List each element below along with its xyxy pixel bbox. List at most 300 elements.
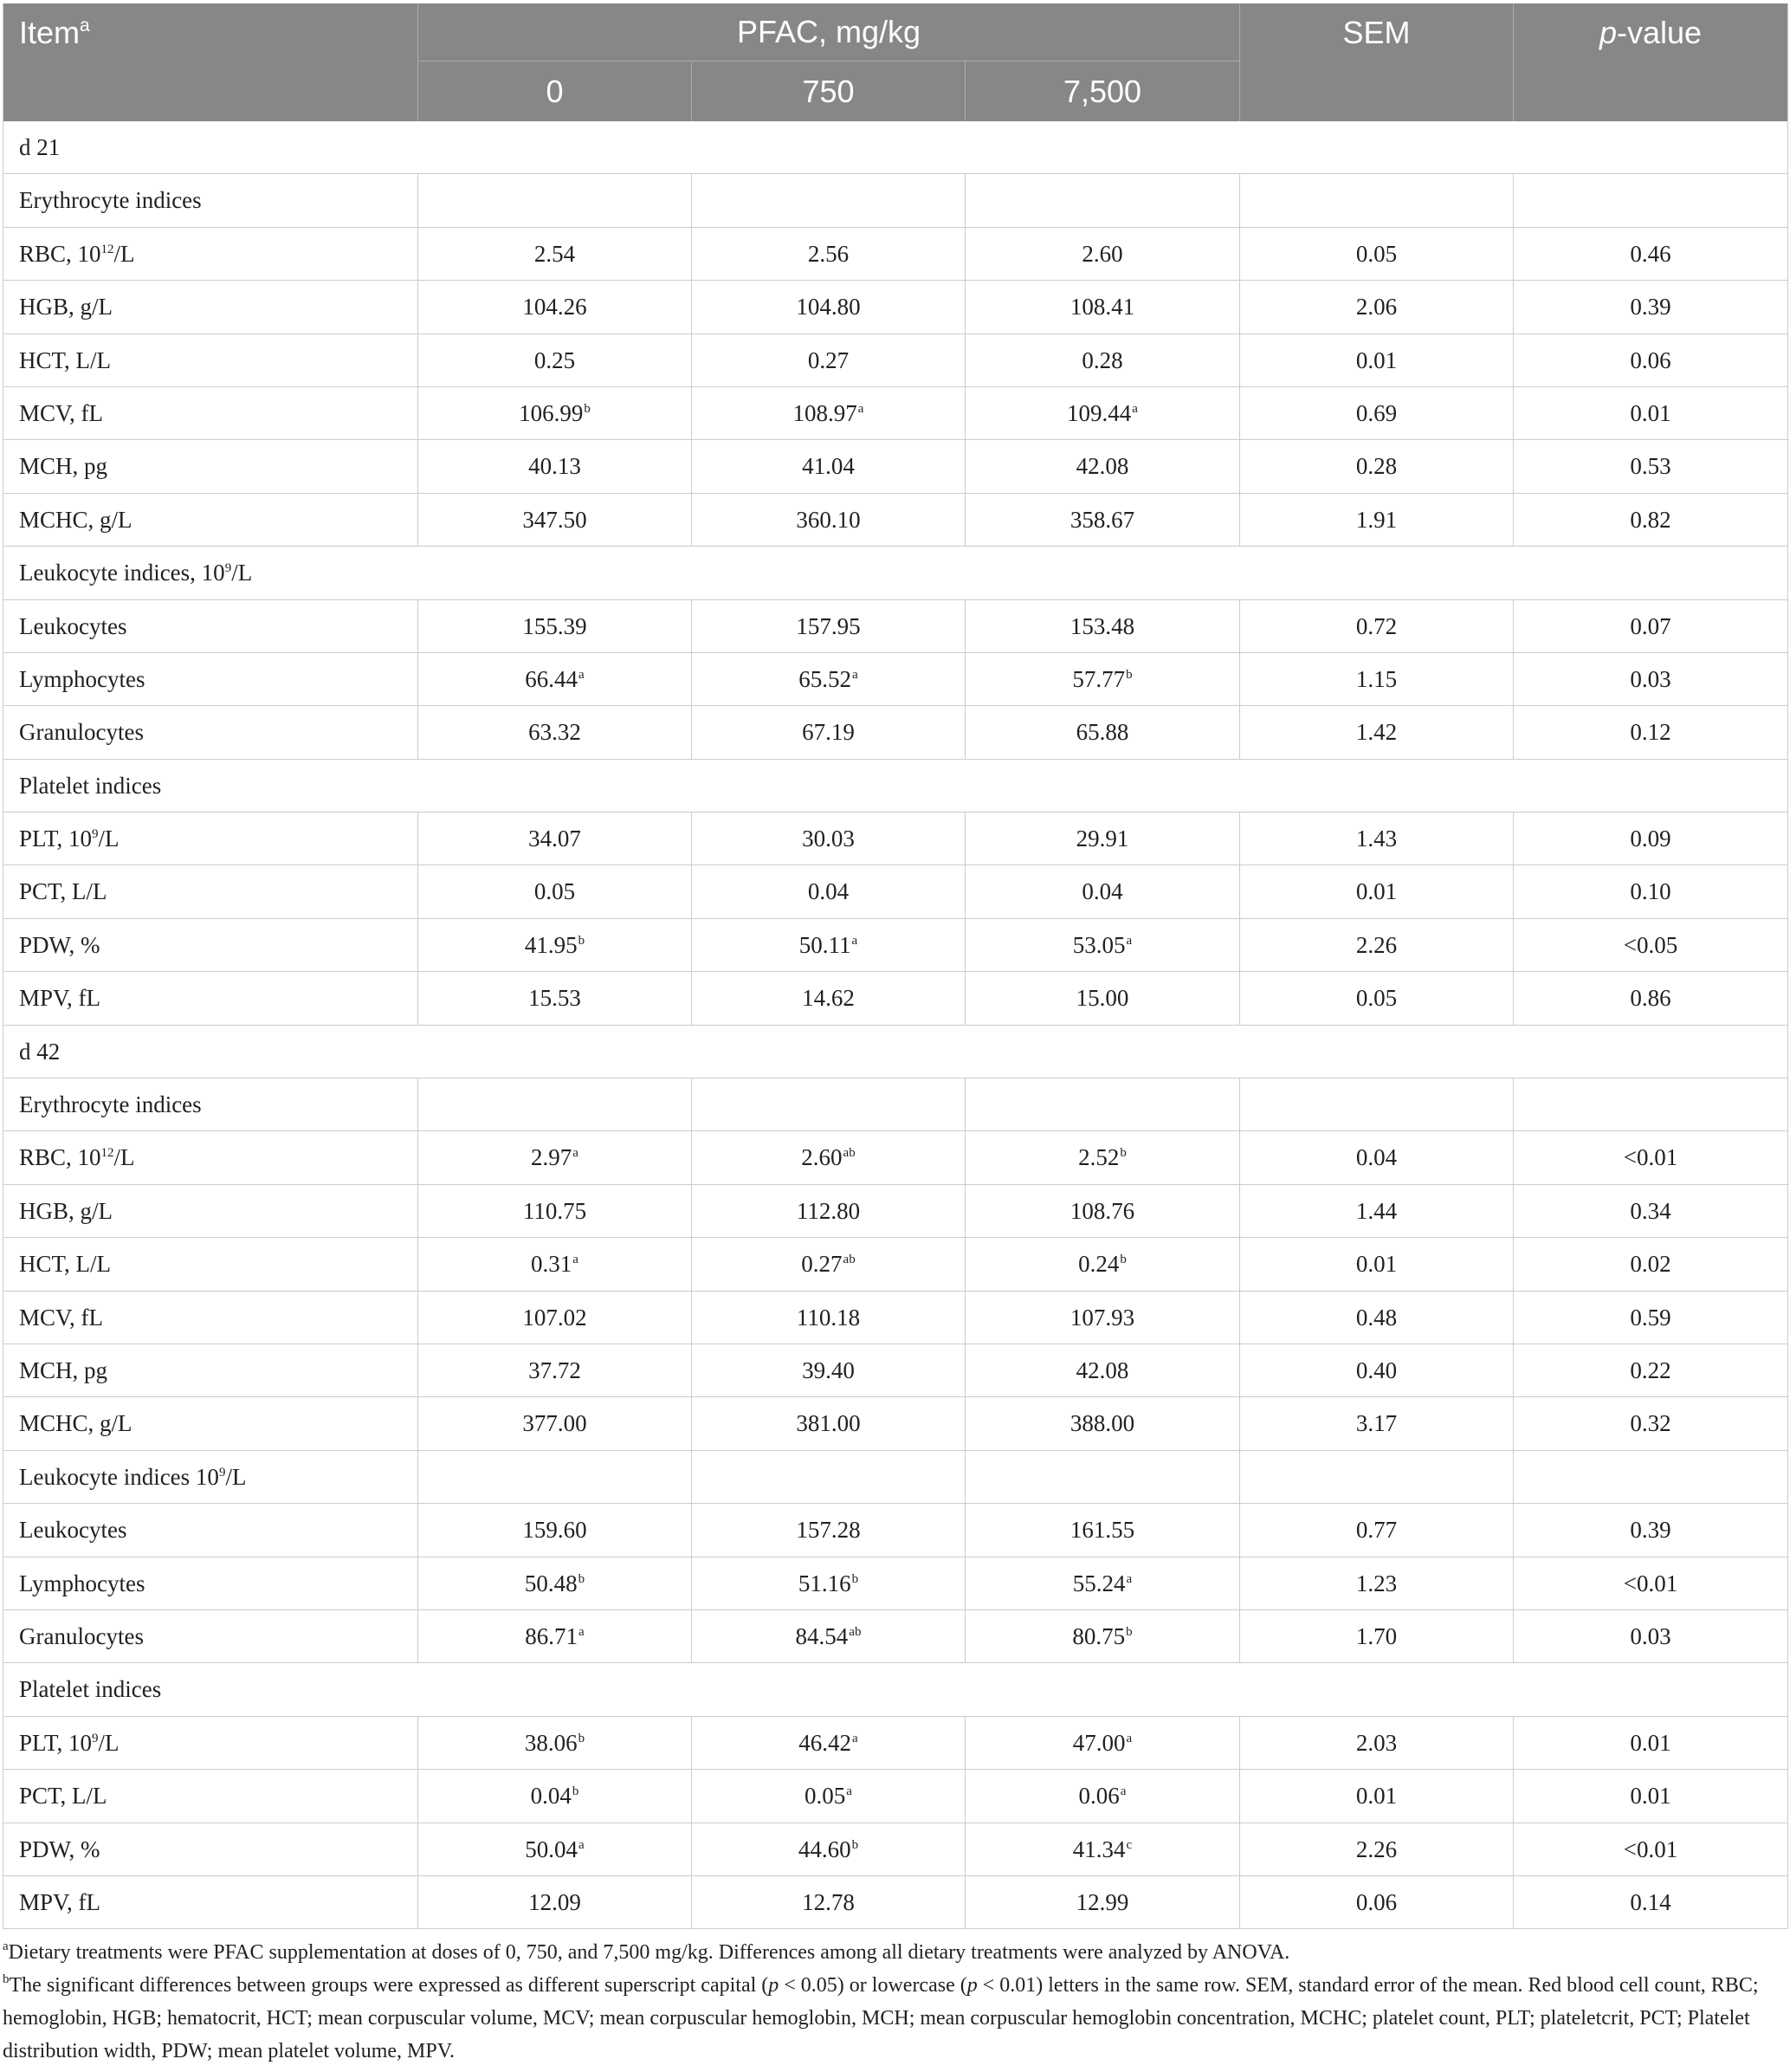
label-text: Platelet indices: [19, 772, 162, 799]
mean-value: 86.71: [525, 1622, 578, 1649]
mean-value: 47.00: [1072, 1729, 1126, 1756]
label-unit: /L: [98, 1729, 120, 1756]
pfac-7500-cell: [966, 494, 1240, 546]
p-value-cell: 0.12: [1630, 719, 1671, 746]
pfac-750-cell: [692, 813, 966, 864]
significance-letter: a: [1132, 401, 1138, 416]
label-text: HCT, L/L: [19, 1251, 111, 1278]
pfac-0-cell: [418, 1397, 692, 1449]
unit-exponent: 12: [100, 1146, 114, 1161]
empty-cell: [1514, 1451, 1787, 1503]
table-row: [3, 919, 1787, 972]
mean-value: 40.13: [528, 453, 581, 480]
mean-value: 108.76: [1069, 1197, 1135, 1224]
sem-cell: 0.01: [1240, 1238, 1514, 1290]
sem-cell: 0.01: [1240, 334, 1514, 386]
mean-value: 51.16: [798, 1570, 851, 1596]
mean-value: 0.05: [805, 1783, 846, 1810]
significance-letter: a: [572, 1146, 578, 1161]
label-unit: /L: [98, 826, 120, 852]
label-text: MPV, fL: [19, 985, 101, 1012]
item-cell: [3, 1238, 418, 1290]
label-text: Platelet indices: [19, 1676, 162, 1703]
table-row: [3, 1557, 1787, 1610]
mean-value: 161.55: [1069, 1517, 1135, 1544]
mean-value: 107.93: [1069, 1304, 1135, 1331]
p-value-cell: <0.01: [1623, 1144, 1678, 1171]
mean-value: 108.97: [792, 399, 857, 426]
pfac-7500-cell: [966, 600, 1240, 652]
pfac-7500-cell: [966, 334, 1240, 386]
group-label: [3, 1078, 418, 1130]
table-row: [3, 1504, 1787, 1557]
label-text: Erythrocyte indices: [19, 1091, 202, 1118]
footnote-mark: b: [3, 1972, 10, 1986]
significance-letter: a: [1126, 933, 1133, 948]
empty-cell: [692, 1451, 966, 1503]
sem-cell: 1.23: [1240, 1557, 1514, 1609]
mean-value: 157.95: [796, 612, 861, 639]
label-text: MCHC, g/L: [19, 1410, 132, 1437]
mean-value: 57.77: [1072, 665, 1126, 692]
mean-value: 46.42: [798, 1729, 852, 1756]
mean-value: 42.08: [1076, 1357, 1129, 1383]
empty-cell: [692, 174, 966, 226]
significance-letter: a: [1126, 1731, 1133, 1745]
label-text: MPV, fL: [19, 1888, 101, 1915]
pfac-750-cell: [692, 1292, 966, 1344]
table-row: [3, 1397, 1787, 1450]
p-value-cell: 0.86: [1630, 985, 1671, 1012]
significance-letter: b: [851, 1837, 859, 1852]
label-text: RBC, 10: [19, 240, 101, 267]
dose-750-header: 750: [692, 62, 966, 121]
label-text: MCV, fL: [19, 1304, 104, 1331]
mean-value: 0.06: [1078, 1783, 1120, 1810]
mean-value: 67.19: [802, 719, 855, 746]
p-value-cell: 0.10: [1630, 878, 1671, 905]
sem-cell: 0.01: [1240, 865, 1514, 917]
footnote-ref-a: a: [80, 16, 90, 36]
pfac-0-cell: [418, 1557, 692, 1609]
label-unit: /L: [113, 1144, 135, 1171]
item-cell: [3, 1823, 418, 1875]
italic-p-symbol: p: [1599, 15, 1617, 50]
pfac-750-cell: [692, 440, 966, 492]
p-value-cell: 0.53: [1630, 453, 1671, 480]
label-text: Leukocytes: [19, 1517, 127, 1544]
p-value-cell: <0.01: [1623, 1836, 1678, 1862]
label-text: Granulocytes: [19, 1622, 144, 1649]
sem-cell: 0.72: [1240, 600, 1514, 652]
item-cell: [3, 1610, 418, 1662]
label-text: MCH, pg: [19, 1357, 108, 1383]
significance-letter: a: [578, 1837, 585, 1852]
pfac-750-cell: [692, 1185, 966, 1237]
p-value-cell: 0.82: [1630, 506, 1671, 533]
p-value-cell: 0.03: [1630, 665, 1671, 692]
sem-cell: 0.69: [1240, 387, 1514, 439]
label-text: MCV, fL: [19, 399, 104, 426]
mean-value: 0.27: [801, 1251, 843, 1278]
mean-value: 50.11: [798, 931, 851, 958]
pfac-0-cell: [418, 706, 692, 758]
table-row: [3, 1131, 1787, 1184]
table-row: [3, 865, 1787, 918]
pfac-7500-cell: [966, 1185, 1240, 1237]
significance-letter: a: [846, 1784, 852, 1799]
p-value-cell: 0.03: [1630, 1622, 1671, 1649]
item-cell: [3, 1557, 418, 1609]
pfac-dose-group-header: PFAC, mg/kg: [418, 3, 1240, 62]
table-row: [3, 1292, 1787, 1344]
pfac-750-cell: [692, 865, 966, 917]
item-cell: [3, 228, 418, 280]
pfac-750-cell: [692, 494, 966, 546]
footnote-b: [3, 1969, 1788, 2068]
sem-cell: 0.01: [1240, 1770, 1514, 1822]
table-row: [3, 706, 1787, 759]
mean-value: 107.02: [522, 1304, 587, 1331]
pfac-7500-cell: [966, 972, 1240, 1024]
mean-value: 155.39: [522, 612, 587, 639]
p-value-cell: 0.07: [1630, 612, 1671, 639]
footnote-text: < 0.01) letters in the same row. SEM, standard error of the mean. Red blood cell count, RBC; hemoglobin, HGB; hematocrit, HCT; mean corpuscular volume, MCV; mean corpuscular hemoglobin, MCH; mean corpuscular hemoglobin concentration, MCHC; platelet count, PLT; plateletcrit, PCT; Platelet distribution width, PDW; mean platelet volume, MPV.: [3, 1974, 1759, 2062]
significance-letter: b: [1120, 1146, 1127, 1161]
mean-value: 360.10: [796, 506, 861, 533]
mean-value: 108.41: [1069, 294, 1135, 321]
label-text: PLT, 10: [19, 1729, 93, 1756]
significance-letter: b: [572, 1784, 579, 1799]
label-text: PDW, %: [19, 1836, 100, 1862]
mean-value: 388.00: [1069, 1410, 1135, 1437]
p-value-cell: <0.05: [1623, 931, 1678, 958]
p-value-cell: 0.32: [1630, 1410, 1671, 1437]
pfac-7500-cell: [966, 281, 1240, 333]
significance-letter: ab: [843, 1146, 856, 1161]
mean-value: 109.44: [1067, 399, 1132, 426]
mean-value: 157.28: [796, 1517, 861, 1544]
label-text: Granulocytes: [19, 719, 144, 746]
mean-value: 63.32: [528, 719, 581, 746]
item-cell: [3, 1185, 418, 1237]
group-label: [3, 174, 418, 226]
label-text: Lymphocytes: [19, 665, 145, 692]
empty-cell: [1240, 174, 1514, 226]
item-cell: [3, 387, 418, 439]
footnote-text: The significant differences between groups were expressed as different superscript capital (: [9, 1974, 769, 1997]
pfac-750-cell: [692, 1238, 966, 1290]
pfac-7500-cell: [966, 1344, 1240, 1396]
mean-value: 159.60: [522, 1517, 587, 1544]
empty-cell: [1514, 174, 1787, 226]
mean-value: 106.99: [519, 399, 584, 426]
pfac-750-cell: [692, 1344, 966, 1396]
mean-value: 39.40: [802, 1357, 855, 1383]
pfac-750-cell: [692, 706, 966, 758]
group-label: [3, 1663, 1787, 1715]
pfac-7500-cell: [966, 1292, 1240, 1344]
pfac-750-cell: [692, 600, 966, 652]
table-row: [3, 1185, 1787, 1238]
label-text: Leukocyte indices 10: [19, 1463, 219, 1490]
pfac-7500-cell: [966, 1557, 1240, 1609]
significance-letter: a: [857, 401, 864, 416]
label-text: PCT, L/L: [19, 878, 107, 905]
label-text: Leukocyte indices, 10: [19, 560, 225, 586]
pfac-7500-cell: [966, 813, 1240, 864]
sem-cell: 1.91: [1240, 494, 1514, 546]
empty-cell: [966, 1078, 1240, 1130]
unit-exponent: 9: [218, 1465, 226, 1480]
pfac-7500-cell: [966, 440, 1240, 492]
item-cell: [3, 1504, 418, 1556]
p-value-cell: 0.14: [1630, 1888, 1671, 1915]
sem-cell: 0.05: [1240, 228, 1514, 280]
pfac-0-cell: [418, 1504, 692, 1556]
p-value-column-header: [1514, 3, 1787, 121]
italic-p-symbol: p: [768, 1974, 779, 1997]
significance-letter: a: [851, 933, 858, 948]
italic-p-symbol: p: [966, 1974, 978, 1997]
mean-value: 2.60: [1082, 240, 1123, 267]
item-cell: [3, 494, 418, 546]
p-value-cell: 0.59: [1630, 1304, 1671, 1331]
pfac-750-cell: [692, 1397, 966, 1449]
pfac-0-cell: [418, 1770, 692, 1822]
p-value-cell: 0.09: [1630, 826, 1671, 852]
table-row: [3, 228, 1787, 281]
sem-cell: 0.05: [1240, 972, 1514, 1024]
group-header-row: [3, 1451, 1787, 1504]
table-row: [3, 1610, 1787, 1663]
empty-cell: [692, 1078, 966, 1130]
pfac-750-cell: [692, 1131, 966, 1183]
significance-letter: a: [852, 667, 858, 682]
label-text: MCH, pg: [19, 453, 108, 480]
section-label: d 42: [19, 1038, 61, 1065]
item-cell: [3, 653, 418, 705]
item-cell: [3, 865, 418, 917]
table-row: [3, 1344, 1787, 1397]
mean-value: 55.24: [1072, 1570, 1126, 1596]
pfac-7500-cell: [966, 1131, 1240, 1183]
mean-value: 29.91: [1076, 826, 1129, 852]
item-header-text: Item: [19, 15, 81, 50]
label-unit: /L: [113, 240, 135, 267]
label-text: RBC, 10: [19, 1144, 101, 1171]
pfac-0-cell: [418, 972, 692, 1024]
pfac-0-cell: [418, 440, 692, 492]
pfac-0-cell: [418, 653, 692, 705]
significance-letter: b: [1126, 1624, 1133, 1639]
pfac-7500-cell: [966, 1717, 1240, 1769]
footnote-a: [3, 1936, 1788, 1969]
table-row: [3, 334, 1787, 387]
significance-letter: b: [578, 1571, 585, 1586]
table-row: [3, 653, 1787, 706]
table-row: [3, 387, 1787, 440]
sem-cell: 1.70: [1240, 1610, 1514, 1662]
p-value-cell: 0.01: [1630, 1729, 1671, 1756]
p-value-cell: 0.01: [1630, 399, 1671, 426]
mean-value: 0.04: [1082, 878, 1123, 905]
pfac-7500-cell: [966, 1876, 1240, 1928]
sem-cell: 1.43: [1240, 813, 1514, 864]
item-cell: [3, 1131, 418, 1183]
empty-cell: [966, 1451, 1240, 1503]
p-value-cell: 0.01: [1630, 1783, 1671, 1810]
mean-value: 65.88: [1076, 719, 1129, 746]
mean-value: 0.05: [533, 878, 576, 905]
mean-value: 50.48: [524, 1570, 578, 1596]
table-row: [3, 1238, 1787, 1291]
mean-value: 0.04: [807, 878, 850, 905]
table-row: [3, 1717, 1787, 1770]
pfac-0-cell: [418, 334, 692, 386]
sem-cell: 1.42: [1240, 706, 1514, 758]
pfac-750-cell: [692, 972, 966, 1024]
group-header-row: [3, 174, 1787, 227]
mean-value: 2.56: [807, 240, 850, 267]
label-text: Leukocytes: [19, 612, 127, 639]
pfac-7500-cell: [966, 706, 1240, 758]
table-row: [3, 1876, 1787, 1929]
pfac-0-cell: [418, 1238, 692, 1290]
pfac-0-cell: [418, 387, 692, 439]
p-value-cell: 0.39: [1630, 1517, 1671, 1544]
mean-value: 0.31: [531, 1251, 572, 1278]
mean-value: 41.04: [802, 453, 855, 480]
group-label: [3, 1451, 418, 1503]
pfac-750-cell: [692, 653, 966, 705]
mean-value: 0.28: [1082, 346, 1123, 373]
mean-value: 12.78: [802, 1888, 855, 1915]
mean-value: 104.80: [796, 294, 861, 321]
mean-value: 0.24: [1078, 1251, 1120, 1278]
pfac-750-cell: [692, 1823, 966, 1875]
significance-letter: b: [584, 401, 591, 416]
p-value-cell: 0.46: [1630, 240, 1671, 267]
pfac-0-cell: [418, 1823, 692, 1875]
mean-value: 2.60: [801, 1144, 843, 1171]
p-value-header-text: -value: [1616, 15, 1703, 50]
item-cell: [3, 1876, 418, 1928]
mean-value: 42.08: [1076, 453, 1129, 480]
mean-value: 80.75: [1072, 1622, 1126, 1649]
mean-value: 12.09: [528, 1888, 581, 1915]
unit-exponent: 9: [224, 561, 232, 576]
table-body: [3, 121, 1787, 1929]
sem-cell: 0.77: [1240, 1504, 1514, 1556]
pfac-750-cell: [692, 1770, 966, 1822]
mean-value: 110.75: [522, 1197, 587, 1224]
p-value-cell: <0.01: [1623, 1570, 1678, 1596]
unit-exponent: 9: [92, 1731, 99, 1745]
empty-cell: [1240, 1451, 1514, 1503]
pfac-7500-cell: [966, 1610, 1240, 1662]
label-text: PLT, 10: [19, 826, 93, 852]
table-row: [3, 813, 1787, 865]
item-cell: [3, 1717, 418, 1769]
empty-cell: [418, 174, 692, 226]
pfac-0-cell: [418, 865, 692, 917]
sem-cell: 3.17: [1240, 1397, 1514, 1449]
pfac-750-cell: [692, 387, 966, 439]
significance-letter: a: [1120, 1784, 1127, 1799]
significance-letter: b: [1120, 1253, 1127, 1267]
item-cell: [3, 919, 418, 971]
mean-value: 2.52: [1078, 1144, 1120, 1171]
pfac-0-cell: [418, 1610, 692, 1662]
mean-value: 104.26: [522, 294, 587, 321]
unit-exponent: 12: [100, 242, 114, 256]
pfac-750-cell: [692, 1876, 966, 1928]
sem-cell: 1.44: [1240, 1185, 1514, 1237]
mean-value: 84.54: [795, 1622, 849, 1649]
item-cell: [3, 1770, 418, 1822]
sem-cell: 1.15: [1240, 653, 1514, 705]
significance-letter: a: [1126, 1571, 1133, 1586]
pfac-7500-cell: [966, 1397, 1240, 1449]
item-cell: [3, 1292, 418, 1344]
mean-value: 381.00: [796, 1410, 861, 1437]
group-header-row: [3, 547, 1787, 599]
pfac-7500-cell: [966, 1238, 1240, 1290]
hematology-table: [3, 3, 1788, 1929]
label-text: MCHC, g/L: [19, 506, 132, 533]
empty-cell: [1240, 1078, 1514, 1130]
significance-letter: ab: [843, 1253, 856, 1267]
label-text: HCT, L/L: [19, 346, 111, 373]
pfac-0-cell: [418, 1185, 692, 1237]
label-text: PCT, L/L: [19, 1783, 107, 1810]
label-text: HGB, g/L: [19, 294, 113, 321]
table-row: [3, 1770, 1787, 1823]
significance-letter: b: [851, 1571, 859, 1586]
table-row: [3, 440, 1787, 493]
sem-cell: 0.28: [1240, 440, 1514, 492]
mean-value: 0.04: [530, 1783, 572, 1810]
p-value-cell: 0.22: [1630, 1357, 1671, 1383]
group-label: [3, 547, 1787, 599]
footnote-text: Dietary treatments were PFAC supplementation at doses of 0, 750, and 7,500 mg/kg. Differences among all dietary treatments were analyzed by ANOVA.: [8, 1941, 1290, 1964]
mean-value: 0.27: [807, 346, 850, 373]
mean-value: 65.52: [798, 665, 852, 692]
pfac-0-cell: [418, 1292, 692, 1344]
table-row: [3, 494, 1787, 547]
mean-value: 2.54: [533, 240, 576, 267]
footnote-text: < 0.05) or lowercase (: [779, 1974, 967, 1997]
item-cell: [3, 972, 418, 1024]
pfac-750-cell: [692, 1610, 966, 1662]
significance-letter: a: [578, 667, 585, 682]
empty-cell: [1514, 1078, 1787, 1130]
pfac-750-cell: [692, 1504, 966, 1556]
section-row: [3, 1026, 1787, 1078]
mean-value: 12.99: [1076, 1888, 1129, 1915]
significance-letter: b: [578, 933, 585, 948]
sem-cell: 2.26: [1240, 1823, 1514, 1875]
item-cell: [3, 440, 418, 492]
significance-letter: c: [1126, 1837, 1133, 1852]
item-cell: [3, 600, 418, 652]
mean-value: 153.48: [1069, 612, 1135, 639]
footnote-mark: a: [3, 1939, 9, 1953]
pfac-7500-cell: [966, 387, 1240, 439]
label-text: Erythrocyte indices: [19, 187, 202, 214]
pfac-0-cell: [418, 813, 692, 864]
